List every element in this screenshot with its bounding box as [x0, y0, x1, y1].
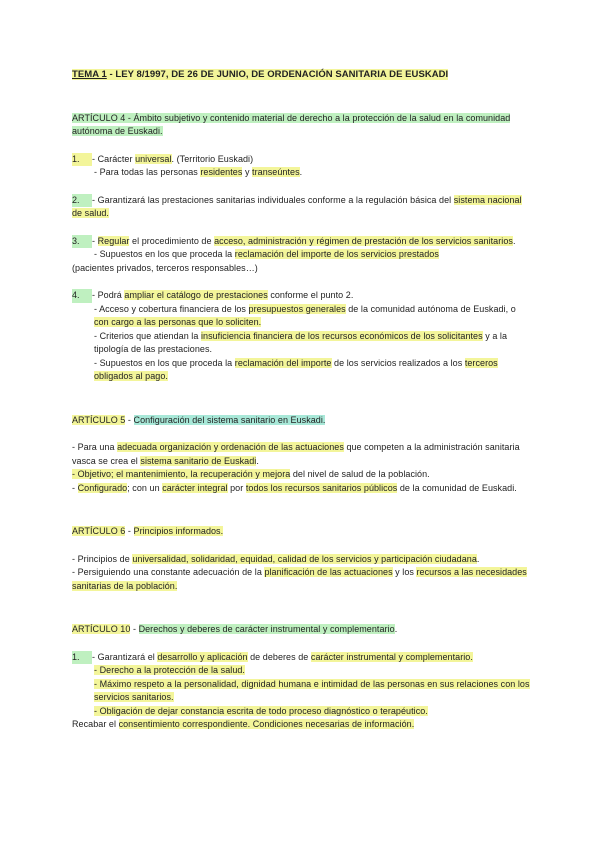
article-4-point-3 — [72, 235, 532, 276]
text: - — [92, 235, 98, 246]
highlight: presupuestos generales — [248, 303, 346, 314]
text: - Acceso y cobertura financiera de los — [94, 303, 249, 314]
highlight: - Máximo respeto a la — [94, 678, 185, 689]
highlight: adecuada organización y ordenación de las actuaciones — [117, 442, 344, 452]
highlight: - Objetivo; el mantenimiento, la recuperación y mejora — [72, 469, 291, 479]
highlight: insuficiencia financiera de los recursos económicos de los solicitantes — [200, 330, 483, 341]
text: ; con un — [127, 482, 163, 493]
article-10-title: Derechos y deberes de carácter instrumental y complementario — [138, 624, 395, 634]
highlight: consentimiento correspondiente. Condiciones necesarias de información. — [118, 719, 415, 729]
text: - Para todas las personas — [94, 167, 201, 177]
highlight: reclamación del importe de los servicios prestados — [234, 249, 439, 259]
text: y — [242, 167, 253, 177]
article-5-body — [72, 441, 532, 495]
text: . — [512, 235, 516, 246]
article-6 — [72, 525, 532, 593]
text: por — [227, 482, 246, 493]
text: - Supuestos en los que proceda la — [94, 249, 235, 259]
text: - Criterios que atiendan la — [94, 330, 201, 341]
highlight: universalidad, solidaridad, equidad, calidad de los servicios y participación ciudadana — [132, 553, 477, 564]
highlight: personalidad, dignidad humana e intimidad de las personas en sus relaciones con los servicios sanitarios. — [94, 678, 530, 702]
text: de la comunidad autónoma de Euskadi, o — [345, 303, 516, 314]
point-number: 3. — [72, 235, 92, 249]
text: - Persiguiendo una constante adecuación de la — [72, 567, 265, 577]
point-number: 1. — [72, 651, 92, 665]
text: Recabar el — [72, 719, 119, 729]
tema-label: TEMA 1 — [72, 69, 107, 80]
highlight: universal — [135, 153, 172, 164]
article-4-point-1 — [72, 153, 532, 180]
article-4 — [72, 112, 532, 384]
highlight: residentes — [200, 167, 243, 177]
text: de los servicios realizados a los — [331, 357, 465, 368]
point-number: 4. — [72, 289, 92, 303]
text: - — [125, 414, 134, 425]
text: (pacientes privados, terceros responsables…) — [72, 262, 258, 273]
article-6-heading — [72, 525, 532, 539]
highlight: Regular — [97, 235, 130, 246]
article-10 — [72, 623, 532, 732]
document-title — [72, 68, 532, 82]
text: - Podrá — [92, 290, 125, 300]
highlight: sistema nacional de salud. — [72, 194, 522, 218]
highlight: - Obligación de dejar constancia escrita de todo proceso diagnóstico o terapéutico. — [94, 705, 428, 716]
text: - — [125, 526, 134, 536]
highlight: transeúntes — [252, 167, 300, 177]
highlight: desarrollo y aplicación — [157, 651, 248, 662]
article-10-body — [72, 651, 532, 732]
highlight: carácter instrumental y complementario. — [310, 651, 473, 662]
title-text: - LEY 8/1997, DE 26 DE JUNIO, DE ORDENACIÓN SANITARIA DE EUSKADI — [106, 69, 449, 80]
highlight: planificación de las actuaciones — [264, 567, 393, 577]
text: . — [256, 455, 259, 466]
text: de la comunidad de Euskadi. — [397, 482, 517, 493]
text: - Garantizará las prestaciones sanitarias individuales conforme a la regulación básica del — [92, 194, 454, 205]
text: de deberes de — [247, 651, 311, 662]
text: que competen a la administración sanitaria vasca se crea el — [72, 442, 520, 466]
highlight: con cargo a las personas que lo soliciten. — [94, 317, 262, 327]
highlight: sistema sanitario de Euskadi — [140, 455, 257, 466]
highlight: acceso, administración y régimen de prestación de los servicios sanitarios — [214, 235, 513, 246]
text: - Carácter — [92, 153, 136, 164]
text: - Supuestos en los que proceda la — [94, 357, 235, 368]
highlight: reclamación del importe — [234, 357, 332, 368]
article-4-point-2 — [72, 194, 532, 221]
text: conforme el punto 2. — [267, 290, 354, 300]
document-page — [72, 68, 532, 732]
article-5 — [72, 414, 532, 496]
point-number: 1. — [72, 153, 92, 167]
point-number: 2. — [72, 194, 92, 208]
text: - — [72, 482, 78, 493]
article-4-number: ARTÍCULO 4 — [72, 112, 126, 123]
article-10-number: ARTÍCULO 10 — [72, 624, 131, 634]
text: y los — [392, 567, 417, 577]
article-5-heading — [72, 414, 532, 428]
article-4-heading — [72, 112, 532, 139]
text: - Garantizará el — [92, 651, 158, 662]
highlight: recursos a las necesidades sanitarias de la población. — [72, 567, 527, 591]
article-5-number: ARTÍCULO 5 — [72, 414, 126, 425]
highlight: ampliar el catálogo de prestaciones — [124, 290, 268, 300]
highlight: Configurado — [77, 482, 128, 493]
article-4-title: - Ámbito subjetivo y contenido material de derecho a la protección de la salud en la comunidad autónoma de Euskadi. — [72, 112, 511, 136]
text: . — [476, 553, 480, 564]
text: . — [299, 167, 303, 177]
text: . (Territorio Euskadi) — [171, 153, 254, 164]
article-6-title: Principios informados. — [133, 526, 224, 536]
article-4-point-4 — [72, 289, 532, 384]
text: el procedimiento de — [129, 235, 215, 246]
highlight: - Derecho a la protección de la salud. — [94, 665, 245, 675]
text: del nivel de salud de la población. — [290, 469, 430, 479]
highlight: terceros obligados al pago. — [94, 357, 498, 381]
text: y a la tipología de las prestaciones. — [94, 330, 508, 354]
article-6-body — [72, 553, 532, 594]
article-6-number: ARTÍCULO 6 — [72, 526, 126, 536]
article-10-heading — [72, 623, 532, 637]
text: - Principios de — [72, 553, 133, 564]
text: - — [130, 624, 139, 634]
highlight: todos los recursos sanitarios públicos — [245, 482, 398, 493]
article-5-title: Configuración del sistema sanitario en Euskadi. — [133, 414, 326, 425]
text: - Para una — [72, 442, 118, 452]
highlight: carácter integral — [162, 482, 228, 493]
text: . — [394, 624, 398, 634]
